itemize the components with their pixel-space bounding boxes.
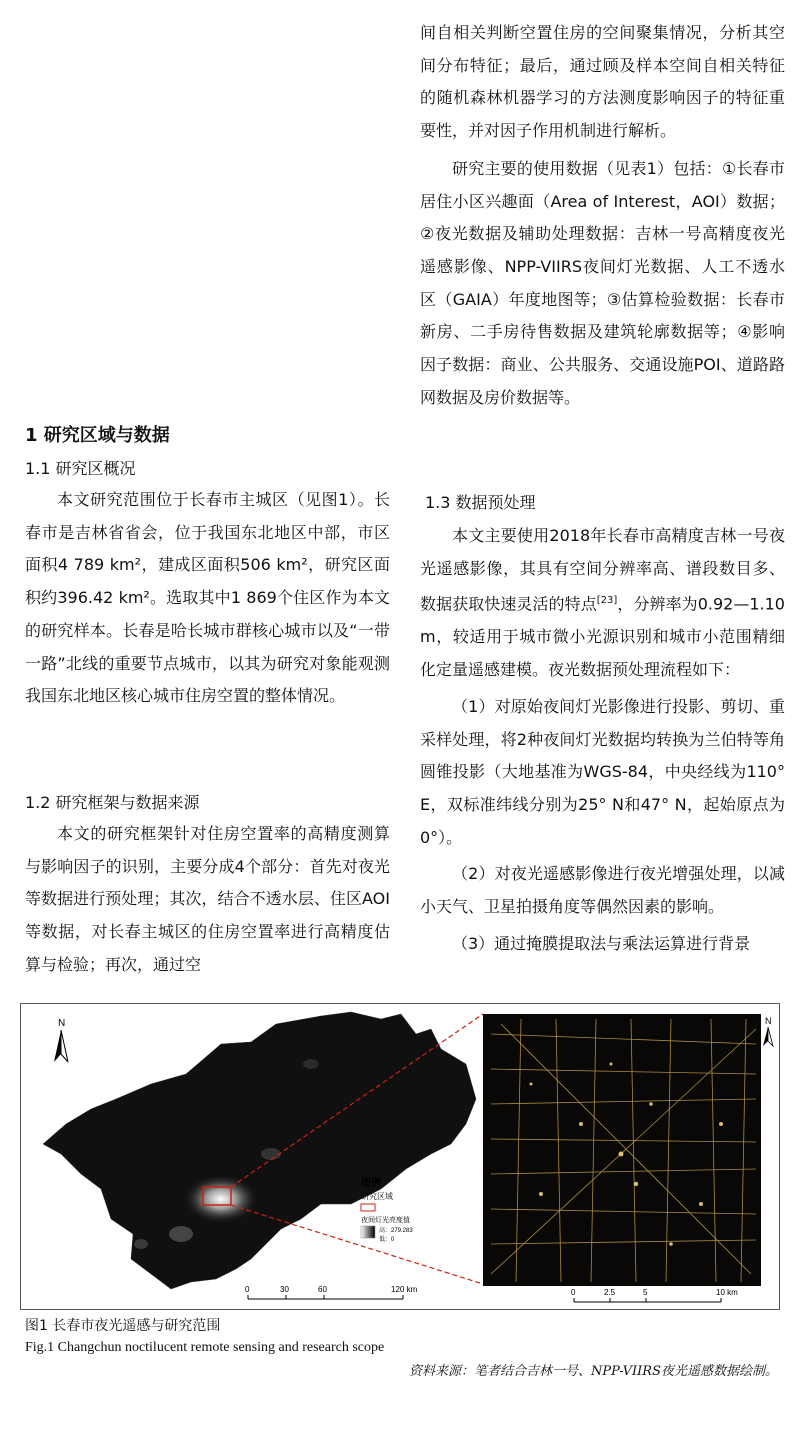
legend-night-light: 夜间灯光亮度值 <box>361 1217 410 1224</box>
north-label-right: N <box>765 1016 772 1026</box>
figure-1 <box>20 1003 780 1310</box>
section-1-3-title: 1.3 数据预处理 <box>425 493 536 512</box>
section-1-2-body <box>25 818 390 982</box>
paragraph-text: 本文主要使用2018年长春市高精度吉林一号夜光遥感影像，其具有空间分辨率高、谱段数目多、数据获取快速灵活的特点 <box>420 526 785 614</box>
figure-caption-en: Fig.1 Changchun noctilucent remote sensing and research scope <box>25 1340 385 1355</box>
legend-high: 高：279.283 <box>379 1228 413 1234</box>
night-light-detail-image <box>483 1014 761 1286</box>
scale-right-5: 5 <box>643 1288 648 1297</box>
section-1-1-title: 1.1 研究区概况 <box>25 459 136 478</box>
scale-left-60: 60 <box>318 1285 327 1294</box>
legend-study-area: 研究区域 <box>361 1192 393 1201</box>
scale-left-0: 0 <box>245 1285 250 1294</box>
paragraph-study-area: 本文研究范围位于长春市主城区（见图1）。长春市是吉林省省会，位于我国东北地区中部，市区面积4 789 km²，建成区面积506 km²，研究区面积约396.42 km²。选取其中1 869个住区作为本文的研究样本。长春是哈长城市群核心城市以及“一带一路”北线的重要节点城市，以其为研究对象能观测我国东北地区核心城市住房空置的整体情况。 <box>25 490 390 706</box>
legend-low: 低：0 <box>379 1237 395 1243</box>
paragraph-data-list: 研究主要的使用数据（见表1）包括：①长春市居住小区兴趣面（Area of Interest，AOI）数据；②夜光数据及辅助处理数据：吉林一号高精度夜光遥感影像、NPP-VIIRS夜间灯光数据、人工不透水区（GAIA）年度地图等；③估算检验数据：长春市新房、二手房待售数据及建筑轮廓数据等；④影响因子数据：商业、公共服务、交通设施POI、道路路网数据及房价数据等。 <box>420 158 785 407</box>
north-arrow-icon <box>54 1018 68 1062</box>
figure-source-note: 资料来源：笔者结合吉林一号、NPP-VIIRS夜光遥感数据绘制。 <box>409 1364 778 1379</box>
section-1-title: 1 研究区域与数据 <box>25 425 170 446</box>
section-1-1-body <box>25 484 390 713</box>
paragraph-text: ，分辨率为0.92—1.10 m，较适用于城市微小光源识别和城市小范围精细化定量遥感建模。夜光数据预处理流程如下： <box>420 594 785 680</box>
paragraph-step-1: （1）对原始夜间灯光影像进行投影、剪切、重采样处理，将2种夜间灯光数据均转换为兰伯特等角圆锥投影（大地基准为WGS-84，中央经线为110° E，双标准纬线分别为25° N和47° N，起始原点为0°）。 <box>420 696 785 847</box>
paragraph-step-2: （2）对夜光遥感影像进行夜光增强处理，以减小天气、卫星拍摄角度等偶然因素的影响。 <box>420 864 785 917</box>
north-label: N <box>58 1018 66 1029</box>
legend-title: 图例 <box>361 1178 381 1189</box>
section-1-3-body <box>420 520 785 960</box>
paragraph-framework: 本文的研究框架针对住房空置率的高精度测算与影响因子的识别，主要分成4个部分：首先对夜光等数据进行预处理；其次，结合不透水层、住区AOI等数据，对长春主城区的住房空置率进行高精度估算与检验；再次，通过空 <box>25 824 390 974</box>
section-1-2-title: 1.2 研究框架与数据来源 <box>25 793 200 812</box>
scale-left-30: 30 <box>280 1285 289 1294</box>
north-arrow-right-icon <box>763 1016 773 1046</box>
citation-ref[interactable]: [23] <box>596 595 618 607</box>
scale-right-10: 10 km <box>716 1288 738 1297</box>
right-column <box>420 0 785 414</box>
scale-bar-right <box>571 1288 738 1302</box>
scale-left-120: 120 km <box>391 1285 418 1294</box>
figure-map-graphic <box>21 1004 779 1309</box>
scale-right-0: 0 <box>571 1288 576 1297</box>
map-legend <box>361 1176 413 1243</box>
paragraph-step-3: （3）通过掩膜提取法与乘法运算进行背景 <box>452 933 751 953</box>
figure-caption-cn: 图1 长春市夜光遥感与研究范围 <box>25 1318 221 1334</box>
changchun-region-map <box>43 1012 476 1289</box>
paragraph-preprocess-intro <box>420 520 785 687</box>
scale-right-2-5: 2.5 <box>604 1288 616 1297</box>
paragraph-continued: 间自相关判断空置住房的空间聚集情况，分析其空间分布特征；最后，通过顾及样本空间自相关特征的随机森林机器学习的方法测度影响因子的特征重要性，并对因子作用机制进行解析。 <box>420 23 785 141</box>
scale-bar-left <box>245 1285 418 1299</box>
